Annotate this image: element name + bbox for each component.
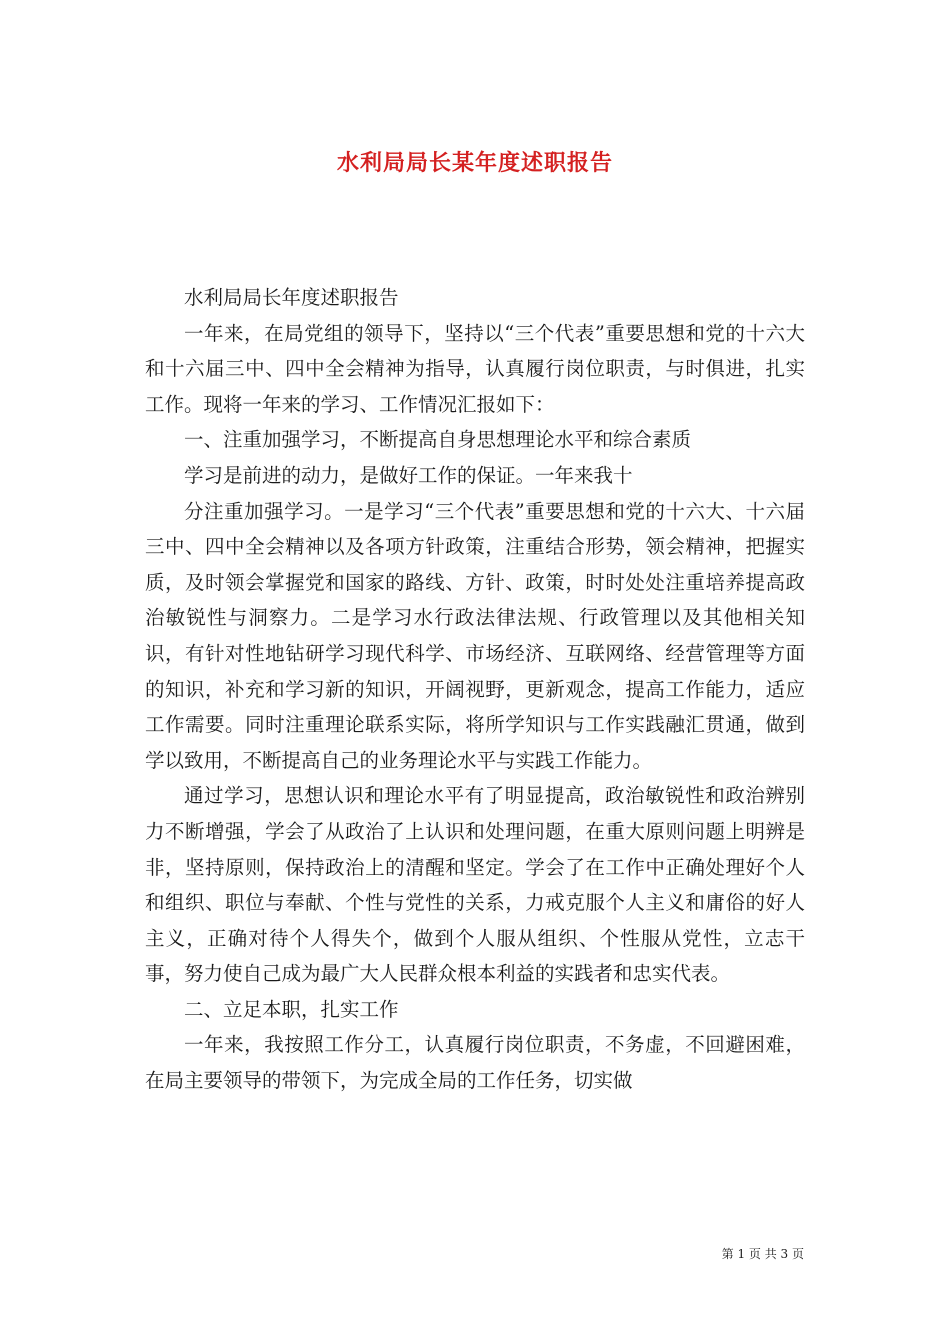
work-paragraph: 一年来，我按照工作分工，认真履行岗位职责，不务虚，不回避困难，在局主要领导的带领下，为完成全局的工作任务，切实做 xyxy=(145,1033,805,1093)
study-result-paragraph: 通过学习，思想认识和理论水平有了明显提高，政治敏锐性和政治辨别力不断增强，学会了从政治了上认识和处理问题，在重大原则问题上明辨是非，坚持原则，保持政治上的清醒和坚定。学会了在工作中正确处理好个人和组织、职位与奉献、个性与党性的关系，力戒克服个人主义和庸俗的好人主义，正确对待个人得失个，做到个人服从组织、个性服从党性，立志干事，努力使自己成为最广大人民群众根本利益的实践者和忠实代表。 xyxy=(145,784,805,986)
page-number: 第 1 页 共 3 页 xyxy=(721,1247,804,1261)
study-paragraph-start: 学习是前进的动力，是做好工作的保证。一年来我十 xyxy=(184,463,633,487)
document-title: 水利局局长某年度述职报告 xyxy=(336,149,613,176)
document-body xyxy=(145,280,805,1099)
intro-paragraph: 一年来，在局党组的领导下，坚持以“三个代表”重要思想和党的十六大和十六届三中、四中全会精神为指导，认真履行岗位职责，与时俱进，扎实工作。现将一年来的学习、工作情况汇报如下： xyxy=(145,321,805,416)
study-paragraph-detail: 分注重加强学习。一是学习“三个代表”重要思想和党的十六大、十六届三中、四中全会精神以及各项方针政策，注重结合形势，领会精神，把握实质，及时领会掌握党和国家的路线、方针、政策，时时处处注重培养提高政治敏锐性与洞察力。二是学习水行政法律法规、行政管理以及其他相关知识，有针对性地钻研学习现代科学、市场经济、互联网络、经营管理等方面的知识，补充和学习新的知识，开阔视野，更新观念，提高工作能力，适应工作需要。同时注重理论联系实际，将所学知识与工作实践融汇贯通，做到学以致用，不断提高自己的业务理论水平与实践工作能力。 xyxy=(145,499,805,772)
section-heading-study: 一、注重加强学习，不断提高自身思想理论水平和综合素质 xyxy=(184,428,692,452)
report-subtitle: 水利局局长年度述职报告 xyxy=(184,286,399,309)
section-heading-work: 二、立足本职，扎实工作 xyxy=(184,997,399,1021)
